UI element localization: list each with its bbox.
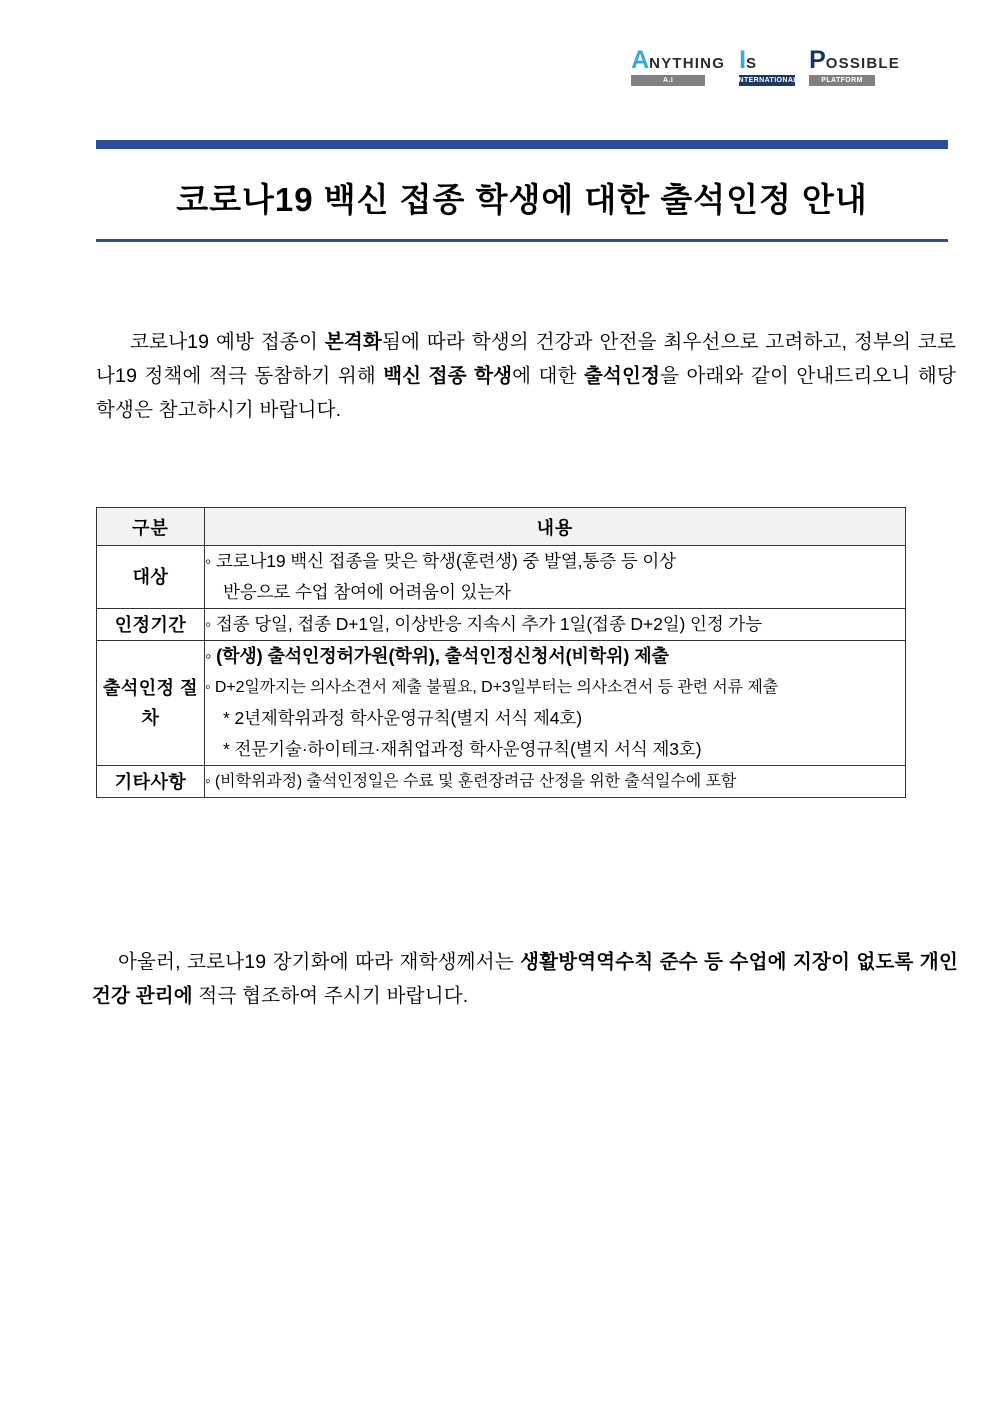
row-line: * 2년제학위과정 학사운영규칙(별지 서식 제4호)	[223, 708, 582, 728]
closing-bold-1: 생활방역역수칙 준수 등 수업에 지장이 없도록 개인 건강 관리에	[92, 951, 958, 1007]
attendance-table	[96, 507, 906, 798]
logo-rest-is: S	[746, 55, 758, 72]
table-header-row	[97, 508, 906, 546]
logo-cap-p: P	[809, 46, 826, 74]
row-label-etc: 기타사항	[97, 766, 205, 798]
intro-bold-2: 백신 접종 학생	[383, 365, 513, 387]
logo-bar-international: INTERNATIONAL	[736, 77, 798, 84]
row-content-procedure	[205, 641, 906, 766]
table-row	[97, 609, 906, 641]
row-content-period	[205, 609, 906, 641]
title-rule-top	[96, 140, 948, 149]
row-label-procedure	[97, 641, 205, 766]
logo-rest-anything: NYTHING	[649, 55, 726, 72]
intro-text-4: 을 아래와 같이 안내드리오니 해당 학생은 참고하시기 바랍니다.	[96, 365, 956, 421]
row-label-target: 대상	[97, 546, 205, 609]
table-row	[97, 641, 906, 766]
row-label-line: 절차	[141, 678, 198, 728]
logo-bar-ai: A.I	[631, 75, 705, 86]
row-line: ◦ 코로나19 백신 접종을 맞은 학생(훈련생) 중 발열,통증 등 이상	[205, 551, 676, 571]
logo	[631, 48, 900, 86]
logo-bar-platform: PLATFORM	[809, 75, 875, 86]
closing-text-1: 아울러, 코로나19 장기화에 따라 재학생께서는	[118, 951, 521, 973]
table-header-content: 내용	[205, 508, 906, 546]
closing-text-2: 적극 협조하여 주시기 바랍니다.	[192, 985, 469, 1007]
logo-cap-a: A	[631, 46, 650, 74]
logo-rest-possible: OSSIBLE	[825, 55, 900, 72]
intro-text-3: 에 대한	[512, 365, 584, 387]
row-line: * 전문기술·하이테크·재취업과정 학사운영규칙(별지 서식 제3호)	[223, 739, 702, 759]
title-rule-bottom	[96, 239, 948, 242]
row-line: ◦ (비학위과정) 출석인정일은 수료 및 훈련장려금 산정을 위한 출석일수에 포함	[205, 773, 737, 790]
row-line: ◦ D+2일까지는 의사소견서 제출 불필요, D+3일부터는 의사소견서 등 관련 서류 제출	[205, 679, 779, 696]
intro-paragraph	[96, 325, 956, 427]
row-label-period: 인정기간	[97, 609, 205, 641]
table-row	[97, 766, 906, 798]
closing-paragraph	[92, 945, 958, 1013]
row-line: ◦ 접종 당일, 접종 D+1일, 이상반응 지속시 추가 1일(접종 D+2일) 인정 가능	[205, 614, 762, 634]
logo-word-anything	[631, 48, 725, 86]
logo-word-is	[736, 46, 798, 86]
row-content-etc	[205, 766, 906, 798]
intro-bold-1: 본격화	[324, 331, 382, 353]
table-row	[97, 546, 906, 609]
row-line: ◦ (학생) 출석인정허가원(학위), 출석인정신청서(비학위) 제출	[205, 646, 669, 666]
intro-text-1: 코로나19 예방 접종이	[130, 331, 325, 353]
logo-word-possible	[809, 48, 900, 86]
table-header-category: 구분	[97, 508, 205, 546]
row-content-target	[205, 546, 906, 609]
row-label-line: 출석인정	[103, 678, 175, 698]
intro-text-2: 됨에 따라 학생의 건강과 안전을 최우선으로 고려하고, 정부의 코로나19 정책에 적극 동참하기 위해	[96, 331, 956, 387]
page-title: 코로나19 백신 접종 학생에 대한 출석인정 안내	[176, 181, 868, 218]
logo-cap-i: I	[739, 46, 747, 74]
intro-bold-3: 출석인정	[583, 365, 661, 387]
row-line: 반응으로 수업 참여에 어려움이 있는자	[223, 582, 511, 602]
title-block	[96, 140, 948, 242]
